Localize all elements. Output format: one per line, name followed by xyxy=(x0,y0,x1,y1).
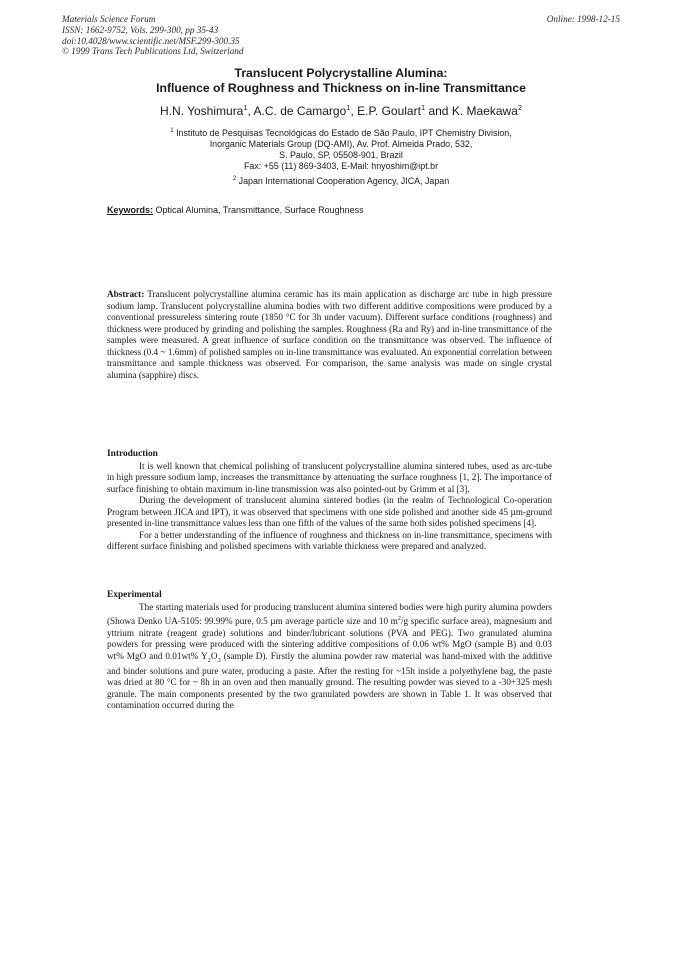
abstract-section xyxy=(107,289,552,381)
keywords-label: Keywords: xyxy=(107,205,154,215)
affiliation-1-line-1: $^1$ Instituto de Pesquisas Tecnológicas do Estado de São Paulo, IPT Chemistry Division, xyxy=(170,127,512,138)
subscript: 2 xyxy=(207,656,211,664)
subscript: 3 xyxy=(217,656,221,664)
experimental-paragraph-1: The starting materials used for producing translucent alumina sintered bodies were high purity alumina powders (Showa Denko UA-5105: 99.99% pure, 0.5 µm average particle size and 10 $m^2/g$ specific surface area), magnesium and yttrium nitrate (reagent grade) solutions and binder/lubricant solutions (PVA and PEG). Two granulated alumina powders for pressing were produced with the sintering additive compositions of 0.06 wt% MgO (sample B) and 0.03 wt% MgO and 0.01wt% $Y_2O_3$ (sample D). Firstly the alumina powder raw material was hand-mixed with the additive and binder solutions and pure water, producing a paste. After the resting for ~15h inside a polyethylene bag, the paste was dried at 80 °C for ~ 8h in an oven and then manually ground. The resulting powder was sieved to a -30+325 mesh granule. The main components presented by the two granulated powders are shown in Table 1. It was observed that contamination occurred during the xyxy=(107,601,553,711)
journal-name: Materials Science Forum xyxy=(62,14,156,24)
affiliation-1-line-2: Inorganic Materials Group (DQ-AMI), Av. Prof. Almeida Prado, 532, xyxy=(209,138,473,149)
author-name: K. Maekawa xyxy=(451,104,518,118)
title-line-1: Translucent Polycrystalline Alumina: xyxy=(234,66,448,80)
affiliation-mark: 2 xyxy=(232,175,237,182)
author-separator: , xyxy=(350,104,358,118)
superscript: 2 xyxy=(397,615,401,622)
doi-line: doi:10.4028/www.scientific.net/MSF.299-300.35 xyxy=(62,35,240,46)
abstract-label: Abstract: xyxy=(107,289,145,299)
experimental-heading: Experimental xyxy=(107,590,162,600)
abstract-paragraph xyxy=(107,289,552,381)
author-name: A.C. de Camargo xyxy=(253,104,347,118)
issn-line: ISSN: 1662-9752, Vols. 299-300, pp 35-43 xyxy=(62,24,219,35)
author-name: E.P. Goulart xyxy=(357,104,421,118)
journal-header xyxy=(62,14,620,57)
keywords-text: Optical Alumina, Transmittance, Surface Roughness xyxy=(153,205,364,215)
affiliations xyxy=(62,126,620,187)
affiliation-1-line-3: S. Paulo, SP, 05508-901, Brazil xyxy=(279,149,403,160)
online-date: Online: 1998-12-15 xyxy=(546,14,620,24)
introduction-paragraph-1: It is well known that chemical polishing of translucent polycrystalline alumina sintered tubes, used as arc-tube in high pressure sodium lamp, increases the transmittance by attenuating the surface roughness [1, 2]. The importance of surface finishing to obtain maximum in-line transmission was also pointed-out by Grimm et al [3]. xyxy=(107,460,552,494)
experimental-section xyxy=(107,590,552,712)
introduction-section xyxy=(107,449,552,553)
introduction-paragraph-3: For a better understanding of the influence of roughness and thickness on in-line transmittance, specimens with different surface finishing and polished specimens with variable thickness were prepared and analyzed. xyxy=(107,529,552,551)
author-separator: , xyxy=(247,104,254,118)
author-and: and xyxy=(425,104,452,118)
title-line-2: Influence of Roughness and Thickness on in-line Transmittance xyxy=(156,80,526,95)
affiliation-mark: 1 xyxy=(170,128,174,134)
abstract-text: Translucent polycrystalline alumina ceramic has its main application as discharge arc tube in high pressure sodium lamp. Translucent polycrystalline alumina bodies with two different additive compositions were produced by a conventional pressureless sintering route (1850 °C for 3h under vacuum). Different surface conditions (roughness) and thickness were produced by grinding and polishing the samples. Roughness (Ra and Ry) and in-line transmittance of the samples were measured. A great influence of surface condition on the transmittance was observed. The influence of thickness (0.4 ~ 1.6mm) of polished samples on in-line transmittance was evaluated. An exponential correlation between transmittance and sample thickness was observed. For comparison, the same analysis was made on single crystal alumina (sapphire) discs. xyxy=(107,289,552,380)
keywords xyxy=(107,205,364,215)
affiliation-contact: Fax: +55 (11) 869-3403, E-Mail: hnyoshim@ipt.br xyxy=(243,160,439,171)
introduction-paragraph-2: During the development of translucent alumina sintered bodies (in the realm of Technological Co-operation Program between JICA and IPT), it was observed that specimens with one side polished and another side 45 µm-ground presented in-line transmittance values less than one fifth of the values of the same both sides polished specimens [4]. xyxy=(107,495,552,528)
paper-title xyxy=(62,66,620,95)
affiliation-mark: 1 xyxy=(346,103,351,112)
affiliation-2: $^2$ Japan International Cooperation Agency, JICA, Japan xyxy=(232,175,450,186)
affiliation-mark: 1 xyxy=(420,103,426,112)
author-name: H.N. Yoshimura xyxy=(159,104,244,118)
affiliation-mark: 2 xyxy=(517,103,523,112)
introduction-heading: Introduction xyxy=(107,449,158,459)
affiliation-mark: 1 xyxy=(243,103,248,112)
copyright-line: © 1999 Trans Tech Publications Ltd, Switzerland xyxy=(62,46,244,57)
author-list xyxy=(62,103,620,118)
